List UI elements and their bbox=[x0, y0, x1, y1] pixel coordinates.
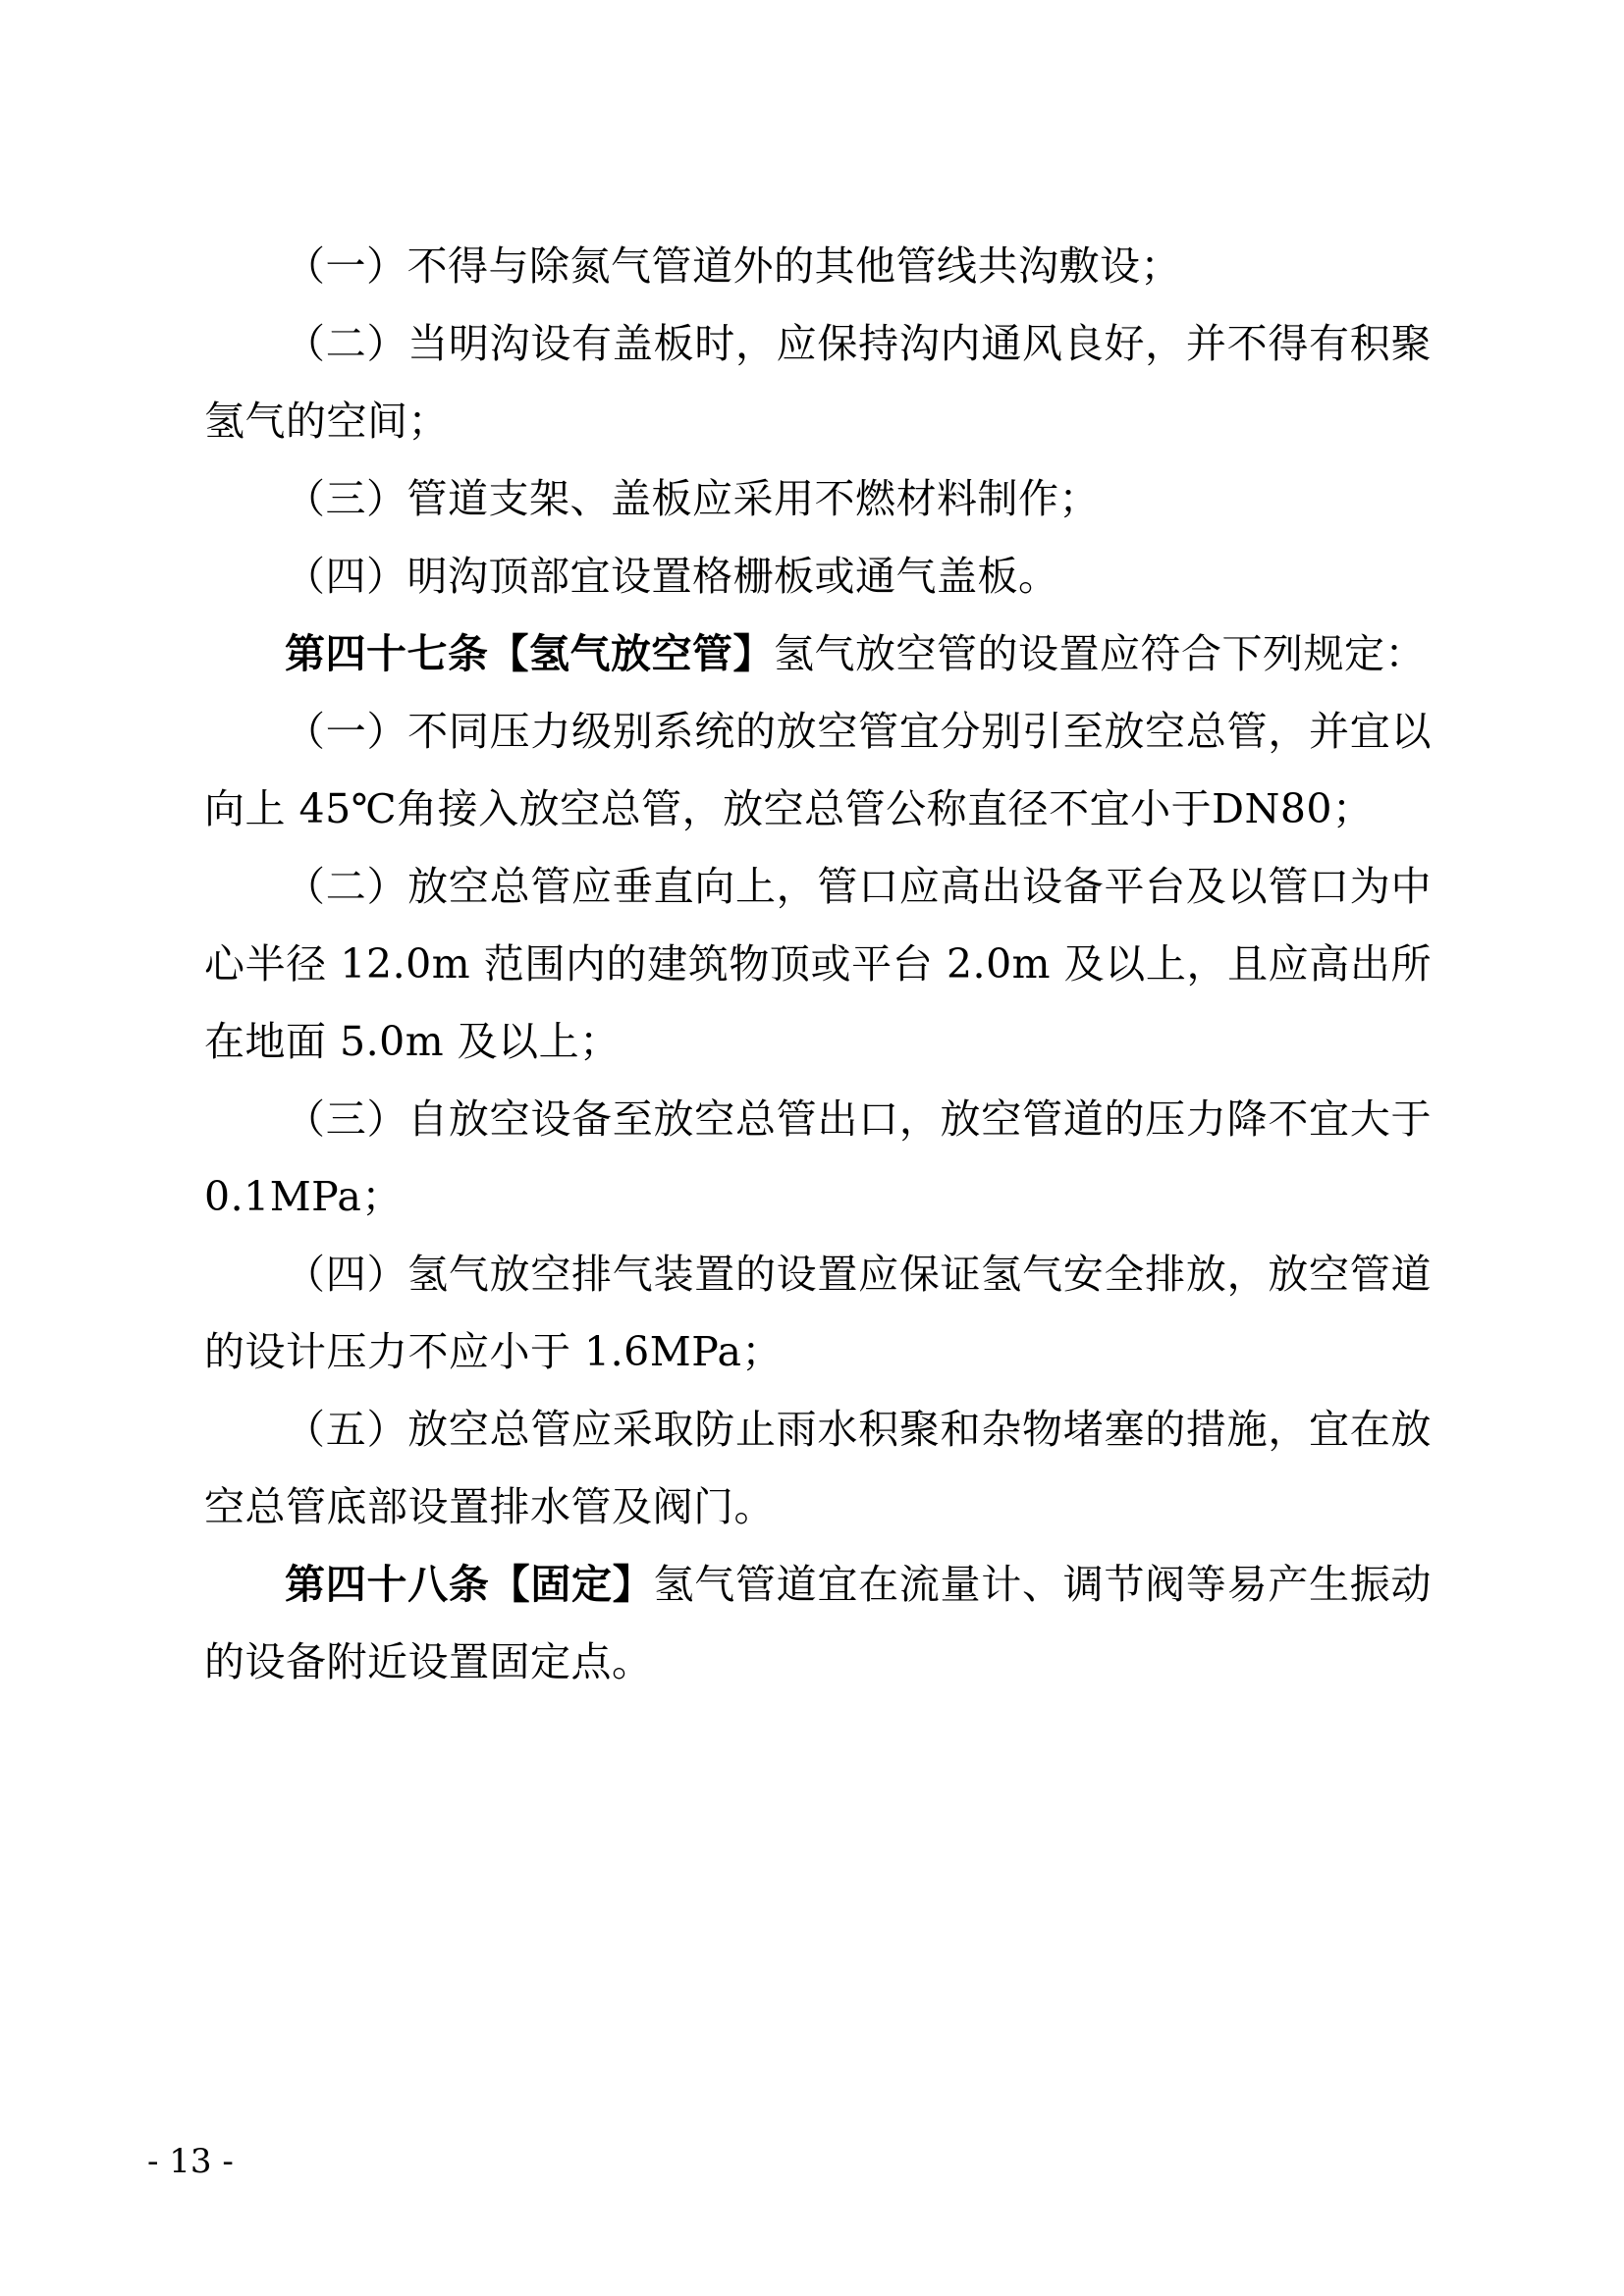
paragraph-article-47-item-1: （一）不同压力级别系统的放空管宜分别引至放空总管，并宜以向上 45℃角接入放空总管，放空总管公称直径不宜小于DN80； bbox=[204, 708, 1432, 832]
paragraph-item-4: （四）明沟顶部宜设置格栅板或通气盖板。 bbox=[285, 553, 1059, 600]
article-47-heading bbox=[204, 615, 1432, 693]
article-47-lead: 第四十七条【氢气放空管】 bbox=[285, 630, 774, 677]
paragraph-item-3: （三）管道支架、盖板应采用不燃材料制作； bbox=[285, 475, 1100, 522]
document-body bbox=[204, 228, 1432, 1701]
article-48-lead: 第四十八条【固定】 bbox=[285, 1561, 654, 1608]
article-48-text: 氢气管道宜在流量计、调节阀等易产生振动的设备附近设置固定点。 bbox=[204, 1561, 1432, 1685]
paragraph-item-1: （一）不得与除氮气管道外的其他管线共沟敷设； bbox=[285, 242, 1181, 290]
paragraph-item-2: （二）当明沟设有盖板时，应保持沟内通风良好，并不得有积聚氢气的空间； bbox=[204, 320, 1432, 445]
paragraph-article-47-item-4: （四）氢气放空排气装置的设置应保证氢气安全排放，放空管道的设计压力不应小于 1.6MPa； bbox=[204, 1251, 1432, 1375]
article-48-heading bbox=[204, 1546, 1432, 1701]
article-47-text: 氢气放空管的设置应符合下列规定： bbox=[774, 630, 1426, 677]
paragraph-article-47-item-2: （二）放空总管应垂直向上，管口应高出设备平台及以管口为中心半径 12.0m 范围内的建筑物顶或平台 2.0m 及以上，且应高出所在地面 5.0m 及以上； bbox=[204, 863, 1432, 1065]
page-number: - 13 - bbox=[147, 2142, 234, 2181]
paragraph-article-47-item-5: （五）放空总管应采取防止雨水积聚和杂物堵塞的措施，宜在放空总管底部设置排水管及阀门。 bbox=[204, 1406, 1432, 1530]
paragraph-article-47-item-3: （三）自放空设备至放空总管出口，放空管道的压力降不宜大于 0.1MPa； bbox=[204, 1095, 1432, 1220]
